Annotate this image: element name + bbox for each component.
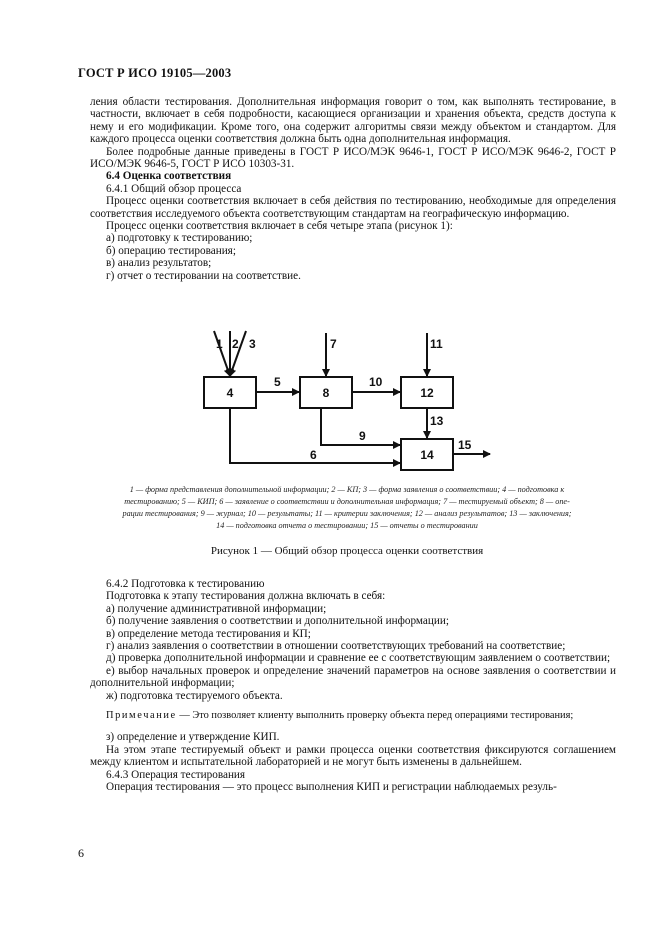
box-label-4: 4	[226, 386, 234, 400]
paragraph-stages-intro: Процесс оценки соответствия включает в себя четыре этапа (рисунок 1):	[106, 220, 453, 233]
figure-legend	[78, 484, 616, 532]
paragraph-references: Более подробные данные приведены в ГОСТ Р ИСО/МЭК 9646-1, ГОСТ Р ИСО/МЭК 9646-2, ГОСТ Р ИСО/МЭК 9646-5, ГОСТ Р ИСО 10303-31.	[90, 145, 616, 171]
list-item: г) отчет о тестировании на соответствие.	[106, 269, 301, 282]
list-item: а) подготовку к тестированию;	[106, 232, 253, 245]
arrow-label-2: 2	[232, 337, 239, 351]
arrow-label-10: 10	[369, 375, 383, 389]
note-label: Примечание	[106, 710, 177, 722]
legend-line: рации тестирования; 9 — журнал; 10 — результаты; 11 — критерии заключения; 12 — анализ результатов; 13 — заключения;	[122, 509, 572, 518]
arrow-label-1: 1	[216, 337, 223, 351]
list-item: д) проверка дополнительной информации и сравнение ее с соответствующим заявлением о соответствии;	[106, 652, 611, 665]
legend-line: 1 — форма представления дополнительной информации; 2 — КП; 3 — форма заявления о соответствии; 4 — подготовка к	[129, 485, 565, 494]
arrow-label-15: 15	[458, 438, 472, 452]
paragraph-test-operation: Операция тестирования — это процесс выполнения КИП и регистрации наблюдаемых резуль-	[106, 781, 557, 794]
subsection-title-6-4-2: 6.4.2 Подготовка к тестированию	[106, 578, 265, 590]
list-item: в) анализ результатов;	[106, 257, 212, 270]
list-item: ж) подготовка тестируемого объекта.	[106, 689, 283, 702]
list-item: б) получение заявления о соответствии и дополнительной информации;	[106, 615, 449, 628]
process-diagram	[190, 328, 500, 478]
upper-text-block	[90, 96, 616, 282]
list-item: е) выбор начальных проверок и определение значений параметров на основе заявления о соответствии и дополнительной информации;	[90, 664, 616, 690]
arrow-label-6: 6	[310, 448, 317, 462]
note	[90, 710, 616, 722]
arrow-label-9: 9	[359, 429, 366, 443]
list-item: б) операцию тестирования;	[106, 244, 236, 257]
box-label-14: 14	[420, 448, 434, 462]
arrow-label-11: 11	[430, 337, 443, 351]
list-item: г) анализ заявления о соответствии в отношении соответствующих требований на соответствие;	[106, 640, 566, 653]
paragraph-intro: ления области тестирования. Дополнительная информация говорит о том, как выполнять тестирование, в частности, включает в себя подробности, касающиеся организации и хранения объекта, средств доступа к нему и его модификации. Кроме того, она содержит алгоритмы связи между объектом и стандартом. Для каждого процесса оценки соответствия должна быть одна дополнительная информация.	[90, 96, 616, 146]
page-header: ГОСТ Р ИСО 19105—2003	[78, 66, 232, 80]
legend-line: 14 — подготовка отчета о тестировании; 15 — отчеты о тестировании	[216, 521, 478, 530]
arrow-label-3: 3	[249, 337, 256, 351]
list-item: з) определение и утверждение КИП.	[106, 731, 280, 744]
note-text: — Это позволяет клиенту выполнить проверку объекта перед операциями тестирования;	[176, 710, 574, 722]
paragraph-process: Процесс оценки соответствия включает в себя действия по тестированию, необходимые для определения соответствия исследуемого объекта соответствующим стандартам на географическую информацию.	[90, 195, 616, 220]
lower-text-block	[90, 578, 616, 794]
arrow-label-7: 7	[330, 337, 337, 351]
box-label-12: 12	[420, 386, 434, 400]
figure-title: Рисунок 1 — Общий обзор процесса оценки соответствия	[210, 545, 484, 557]
legend-line: тестированию; 5 — КИП; 6 — заявление о соответствии и дополнительная информация; 7 — тестируемый объект; 8 — опе-	[124, 497, 570, 506]
list-item: а) получение административной информации;	[106, 602, 327, 615]
paragraph-fixation: На этом этапе тестируемый объект и рамки процесса оценки соответствия фиксируются соглашением между клиентом и испытательной лабораторией и не могут быть изменены в дальнейшем.	[90, 743, 616, 769]
arrow-label-13: 13	[430, 414, 444, 428]
box-label-8: 8	[322, 386, 330, 400]
section-title: 6.4 Оценка соответствия	[106, 170, 232, 183]
paragraph-prep-intro: Подготовка к этапу тестирования должна включать в себя:	[106, 590, 386, 603]
arrow-label-5: 5	[274, 375, 281, 389]
page-number: 6	[78, 846, 84, 860]
subsection-title-6-4-1: 6.4.1 Общий обзор процесса	[106, 182, 242, 195]
list-item: в) определение метода тестирования и КП;	[106, 627, 311, 640]
subsection-title-6-4-3: 6.4.3 Операция тестирования	[106, 768, 246, 781]
